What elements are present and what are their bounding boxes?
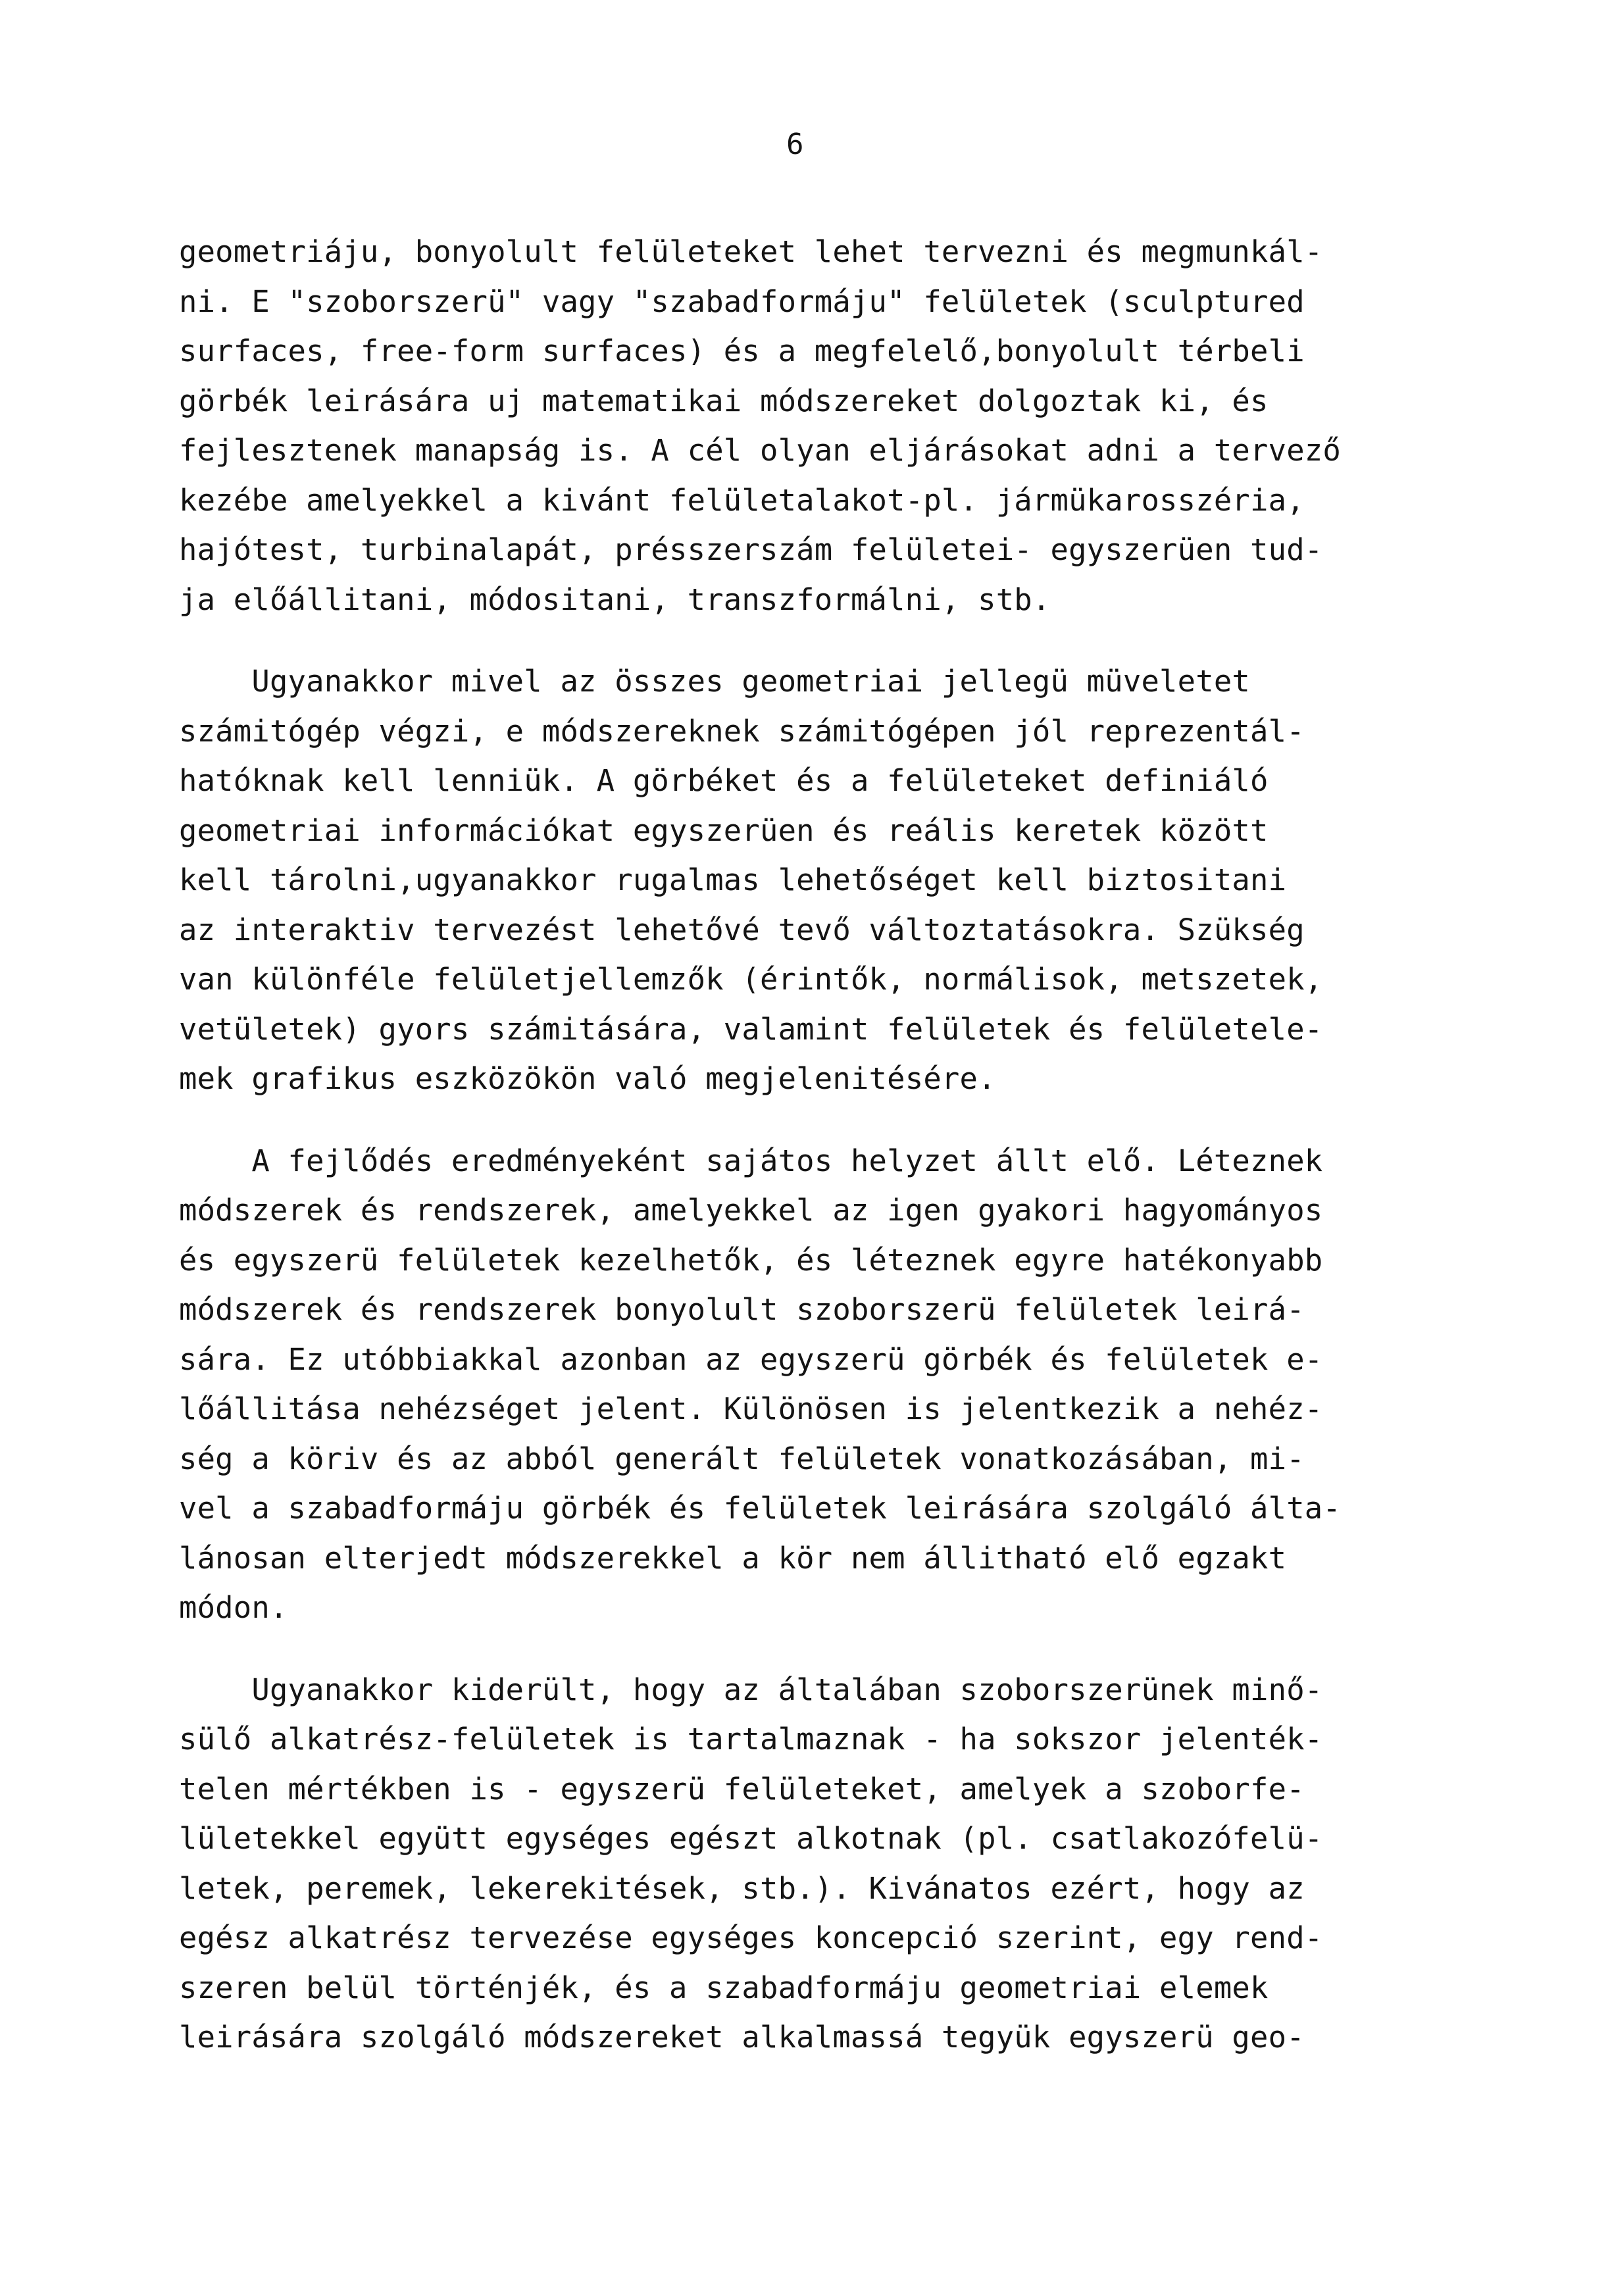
text-line: Ugyanakkor mivel az összes geometriai jellegü müveletet xyxy=(179,664,1251,699)
text-line: vetületek) gyors számitására, valamint felületek és felületele- xyxy=(179,1011,1323,1047)
text-line: kell tárolni,ugyanakkor rugalmas lehetőséget kell biztositani xyxy=(179,862,1287,897)
text-line: lőállitása nehézséget jelent. Különösen is jelentkezik a nehéz- xyxy=(179,1391,1323,1426)
text-line: vel a szabadformáju görbék és felületek leirására szolgáló álta- xyxy=(179,1491,1341,1526)
text-line: az interaktiv tervezést lehetővé tevő változtatásokra. Szükség xyxy=(179,912,1305,947)
text-line: sára. Ez utóbbiakkal azonban az egyszerü görbék és felületek e- xyxy=(179,1341,1323,1377)
text-line: leirására szolgáló módszereket alkalmassá tegyük egyszerü geo- xyxy=(179,2020,1305,2055)
text-line: hajótest, turbinalapát, présszerszám felületei- egyszerüen tud- xyxy=(179,532,1323,567)
text-line: telen mértékben is - egyszerü felületeket, amelyek a szoborfe- xyxy=(179,1771,1305,1807)
text-line: egész alkatrész tervezése egységes koncepció szerint, egy rend- xyxy=(179,1920,1323,1955)
text-line: számitógép végzi, e módszereknek számitógépen jól reprezentál- xyxy=(179,713,1305,749)
text-line: A fejlődés eredményeként sajátos helyzet állt elő. Léteznek xyxy=(179,1143,1323,1178)
paragraph-4 xyxy=(179,1665,1462,2062)
text-line: ni. E "szoborszerü" vagy "szabadformáju" felületek (sculptured xyxy=(179,284,1305,319)
text-line: görbék leirására uj matematikai módszereket dolgoztak ki, és xyxy=(179,383,1269,418)
text-line: szeren belül történjék, és a szabadformáju geometriai elemek xyxy=(179,1970,1269,2005)
text-line: módon. xyxy=(179,1590,288,1625)
text-line: geometriai információkat egyszerüen és reális keretek között xyxy=(179,812,1269,848)
text-line: surfaces, free-form surfaces) és a megfelelő,bonyolult térbeli xyxy=(179,334,1305,368)
text-line: lánosan elterjedt módszerekkel a kör nem állitható elő egzakt xyxy=(179,1540,1287,1576)
text-line: kezébe amelyekkel a kivánt felületalakot-pl. jármükarosszéria, xyxy=(179,482,1305,518)
text-line: fejlesztenek manapság is. A cél olyan eljárásokat adni a tervező xyxy=(179,433,1341,468)
text-line: hatóknak kell lenniük. A görbéket és a felületeket definiáló xyxy=(179,763,1269,798)
paragraph-2 xyxy=(179,657,1462,1104)
text-line: módszerek és rendszerek bonyolult szoborszerü felületek leirá- xyxy=(179,1292,1305,1327)
text-line: sülő alkatrész-felületek is tartalmaznak - ha sokszor jelenték- xyxy=(179,1722,1323,1757)
paragraph-1 xyxy=(179,227,1462,624)
page-number: 6 xyxy=(786,128,804,161)
text-line: mek grafikus eszközökön való megjelenitésére. xyxy=(179,1061,996,1096)
text-line: ség a köriv és az abból generált felületek vonatkozásában, mi- xyxy=(179,1441,1305,1476)
body-text xyxy=(179,227,1462,2062)
text-line: Ugyanakkor kiderült, hogy az általában szoborszerünek minő- xyxy=(179,1672,1323,1707)
text-line: és egyszerü felületek kezelhetők, és léteznek egyre hatékonyabb xyxy=(179,1242,1323,1278)
paragraph-3 xyxy=(179,1136,1462,1633)
text-line: módszerek és rendszerek, amelyekkel az igen gyakori hagyományos xyxy=(179,1193,1323,1228)
text-line: van különféle felületjellemzők (érintők, normálisok, metszetek, xyxy=(179,962,1323,997)
text-line: geometriáju, bonyolult felületeket lehet tervezni és megmunkál- xyxy=(179,234,1323,269)
text-line: lületekkel együtt egységes egészt alkotnak (pl. csatlakozófelü- xyxy=(179,1821,1323,1856)
text-line: letek, peremek, lekerekitések, stb.). Kivánatos ezért, hogy az xyxy=(179,1870,1305,1906)
text-line: ja előállitani, módositani, transzformálni, stb. xyxy=(179,582,1051,617)
